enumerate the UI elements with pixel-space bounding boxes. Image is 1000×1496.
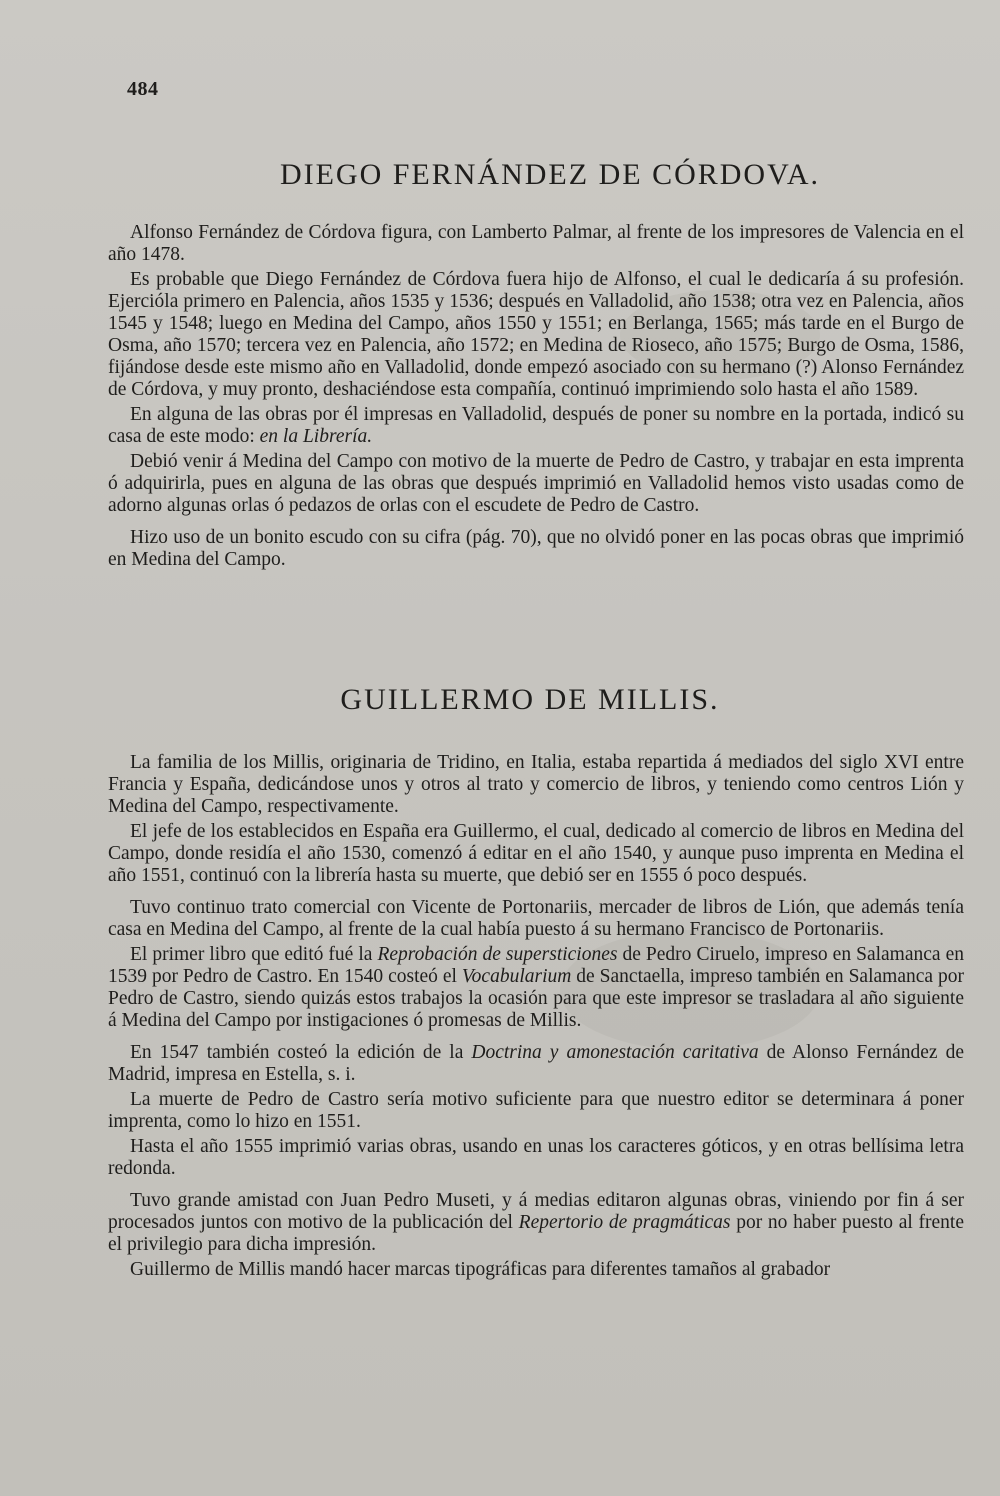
- paragraph: [108, 1190, 964, 1256]
- body-text: de Sanctaella, impreso también en Salamanca por Pedro de Castro, siendo quizás estos trabajos la ocasión para que este impresor se trasladara al año siguiente á Medina del Campo por instigaciones ó promesas de Millis.: [108, 966, 964, 1031]
- paragraph: [108, 752, 964, 818]
- body-text: por no haber puesto al frente el privilegio para dicha impresión.: [108, 1212, 964, 1255]
- body-text: La familia de los Millis, originaria de Tridino, en Italia, estaba repartida á mediados del siglo XVI entre Francia y España, dedicándose unos y otros al trato y comercio de libros, y teniendo como centros Lión y Medina del Campo, respectivamente.: [108, 752, 964, 817]
- paragraph: [108, 1042, 964, 1086]
- body-text: Debió venir á Medina del Campo con motivo de la muerte de Pedro de Castro, y trabajar en esta imprenta ó adquirirla, pues en alguna de las obras que después imprimió en Valladolid hemos visto usadas como de adorno algunas orlas ó pedazos de orlas con el escudete de Pedro de Castro.: [108, 451, 964, 516]
- body-text: En alguna de las obras por él impresas en Valladolid, después de poner su nombre en la portada, indicó su casa de este modo:: [108, 404, 964, 447]
- section-heading-millis: GUILLERMO DE MILLIS.: [340, 683, 720, 716]
- paragraph: [108, 897, 964, 941]
- italic-title-text: en la Librería.: [259, 426, 373, 447]
- paragraph: [108, 1089, 964, 1133]
- body-text: La muerte de Pedro de Castro sería motivo suficiente para que nuestro editor se determinara á poner imprenta, como lo hizo en 1551.: [108, 1089, 964, 1132]
- paragraph: [108, 821, 964, 887]
- body-text: de Pedro Ciruelo, impreso en Salamanca en 1539 por Pedro de Castro. En 1540 costeó el: [108, 944, 964, 987]
- body-text: Guillermo de Millis mandó hacer marcas tipográficas para diferentes tamaños al grabador: [130, 1259, 831, 1280]
- section-heading-diego: DIEGO FERNÁNDEZ DE CÓRDOVA.: [279, 158, 821, 191]
- body-text: Hizo uso de un bonito escudo con su cifra (pág. 70), que no olvidó poner en las pocas obras que imprimió en Medina del Campo.: [108, 527, 964, 570]
- body-text: Tuvo grande amistad con Juan Pedro Museti, y á medias editaron algunas obras, viniendo por fin á ser procesados juntos con motivo de la publicación del: [108, 1190, 964, 1233]
- body-text: Es probable que Diego Fernández de Córdova fuera hijo de Alfonso, el cual le dedicaría á su profesión. Ejercióla primero en Palencia, años 1535 y 1536; después en Valladolid, año 1538; otra vez en Palencia, años 1545 y 1548; luego en Medina del Campo, años 1550 y 1551; en Berlanga, 1565; más tarde en el Burgo de Osma, año 1570; tercera vez en Palencia, año 1572; en Medina de Rioseco, año 1575; Burgo de Osma, 1586, fijándose desde este mismo año en Valladolid, donde empezó asociado con su hermano (?) Alonso Fernández de Córdova, y muy pronto, deshaciéndose esta compañía, continuó imprimiendo solo hasta el año 1589.: [108, 269, 964, 400]
- body-text: En 1547 también costeó la edición de la: [130, 1042, 472, 1063]
- body-text: El jefe de los establecidos en España era Guillermo, el cual, dedicado al comercio de libros en Medina del Campo, donde residía el año 1530, comenzó á editar en el año 1540, y aunque puso imprenta en Medina el año 1551, continuó con la librería hasta su muerte, que debió ser en 1555 ó poco después.: [108, 821, 964, 886]
- italic-title-text: Doctrina y amonestación caritativa: [471, 1042, 759, 1063]
- paragraph: [108, 1259, 964, 1281]
- paragraph: [108, 1136, 964, 1180]
- paragraph: [108, 222, 964, 266]
- paragraph: [108, 404, 964, 448]
- section-millis-body: [108, 752, 964, 1284]
- paragraph: [108, 527, 964, 571]
- body-text: El primer libro que editó fué la: [130, 944, 378, 965]
- page-number: 484: [127, 78, 159, 100]
- section-diego-body: [108, 222, 964, 574]
- body-text: de Alonso Fernández de Madrid, impresa en Estella, s. i.: [108, 1042, 964, 1085]
- paragraph: [108, 269, 964, 401]
- body-text: Tuvo continuo trato comercial con Vicente de Portonariis, mercader de libros de Lión, que además tenía casa en Medina del Campo, al frente de la cual había puesto á su hermano Francisco de Portonariis.: [108, 897, 964, 940]
- paragraph: [108, 451, 964, 517]
- italic-title-text: Vocabularium: [461, 966, 572, 987]
- paragraph: [108, 944, 964, 1032]
- body-text: Alfonso Fernández de Córdova figura, con Lamberto Palmar, al frente de los impresores de Valencia en el año 1478.: [108, 222, 964, 265]
- italic-title-text: Reprobación de supersticiones: [377, 944, 618, 965]
- italic-title-text: Repertorio de pragmáticas: [518, 1212, 731, 1233]
- body-text: Hasta el año 1555 imprimió varias obras, usando en unas los caracteres góticos, y en otras bellísima letra redonda.: [108, 1136, 964, 1179]
